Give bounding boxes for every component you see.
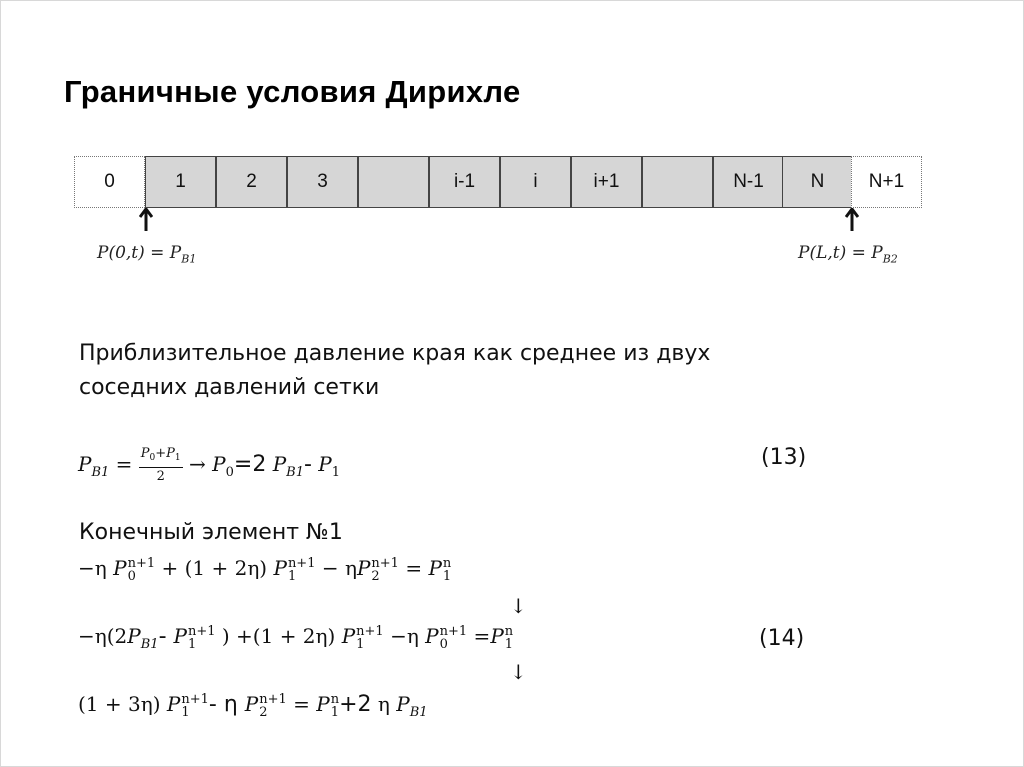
down-arrow-icon: ↓ [510, 594, 527, 618]
grid-cell: N+1 [851, 156, 922, 208]
grid-cell: 1 [145, 156, 216, 208]
paragraph-line-1: Приблизительное давление края как среднее из двух [79, 341, 711, 366]
equation-13: $P_{B1}$ = $\frac{P_0+P_1}{2}$ → $P_0=2$ $P_{B1}-$ $P_1$ [78, 446, 341, 484]
slide-title: Граничные условия Дирихле [64, 74, 521, 109]
paragraph-line-2: соседних давлений сетки [79, 375, 380, 400]
grid-cell: i+1 [571, 156, 642, 208]
equation-14-line-3: (1 + 3η) P n+1 1 - η P n+1 2 = P n 1 +2 η $P_{B1}$ [78, 691, 428, 720]
fraction: $\frac{P_0+P_1}{2}$ [140, 446, 181, 484]
grid-cell [358, 156, 429, 208]
down-arrow-icon: ↓ [510, 660, 527, 684]
equation-14-line-2: $-\eta(2P_{B1}-$ P n+1 1 ) +(1 + 2η) P n+1 1 −η P n+1 0 =P n 1 [78, 623, 514, 652]
right-boundary-condition: $P(L,t) = P_{B2}$ [798, 243, 898, 266]
grid-strip [74, 156, 922, 210]
grid-cell: 3 [287, 156, 358, 208]
left-boundary-arrow-icon [139, 208, 153, 232]
equation-14-line-1: −η P n+1 0 + (1 + 2η) P n+1 1 − ηP n+1 2 = P n 1 [78, 555, 452, 584]
description-paragraph [79, 337, 710, 405]
equation-14-number: (14) [759, 626, 805, 651]
right-boundary-arrow-icon [845, 208, 859, 232]
grid-cell: N [782, 156, 853, 208]
grid-cell: i-1 [429, 156, 500, 208]
equation-13-number: (13) [761, 445, 807, 470]
grid-cell: i [500, 156, 571, 208]
left-boundary-condition: $P(0,t) = P_{B1}$ [97, 243, 197, 266]
grid-cell: 0 [74, 156, 145, 208]
grid-cell [642, 156, 713, 208]
section-heading: Конечный элемент №1 [79, 520, 343, 545]
grid-cell: 2 [216, 156, 287, 208]
grid-cell: N-1 [713, 156, 784, 208]
